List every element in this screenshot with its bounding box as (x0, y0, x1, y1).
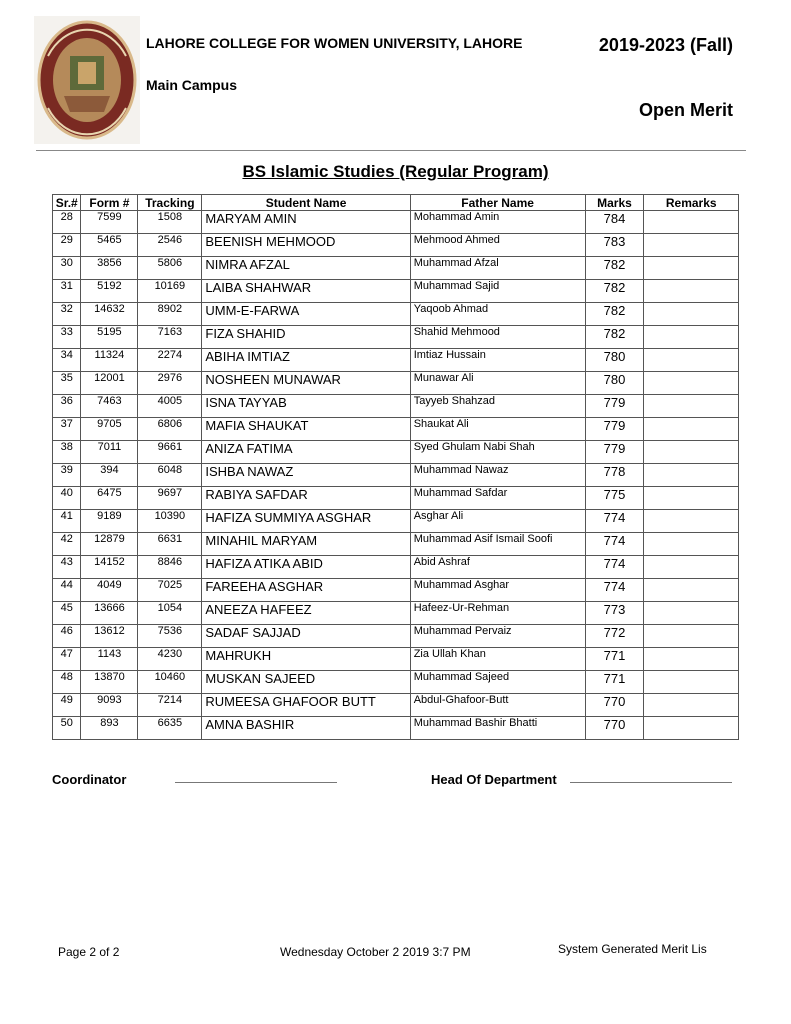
cell-student-name: UMM-E-FARWA (202, 303, 410, 326)
cell-marks: 774 (585, 579, 644, 602)
cell-marks: 771 (585, 671, 644, 694)
hod-signature-line (570, 782, 732, 783)
cell-tracking: 2976 (138, 372, 202, 395)
cell-sr: 41 (53, 510, 81, 533)
column-header-father-name: Father Name (410, 195, 585, 211)
cell-student-name: SADAF SAJJAD (202, 625, 410, 648)
cell-marks: 782 (585, 280, 644, 303)
table-row (53, 602, 739, 625)
cell-student-name: HAFIZA SUMMIYA ASGHAR (202, 510, 410, 533)
column-header-tracking: Tracking (138, 195, 202, 211)
cell-remarks (644, 418, 739, 441)
table-row (53, 326, 739, 349)
cell-marks: 779 (585, 441, 644, 464)
cell-sr: 50 (53, 717, 81, 740)
table-row (53, 487, 739, 510)
cell-remarks (644, 579, 739, 602)
campus-label: Main Campus (146, 77, 238, 93)
cell-remarks (644, 441, 739, 464)
cell-father-name: Muhammad Safdar (410, 487, 585, 510)
cell-form: 7599 (81, 211, 138, 234)
cell-tracking: 7536 (138, 625, 202, 648)
cell-father-name: Mohammad Amin (410, 211, 585, 234)
cell-student-name: FAREEHA ASGHAR (202, 579, 410, 602)
cell-remarks (644, 510, 739, 533)
cell-student-name: ISHBA NAWAZ (202, 464, 410, 487)
cell-form: 394 (81, 464, 138, 487)
program-title: BS Islamic Studies (Regular Program) (242, 162, 549, 181)
cell-remarks (644, 234, 739, 257)
cell-remarks (644, 533, 739, 556)
cell-tracking: 4230 (138, 648, 202, 671)
cell-remarks (644, 326, 739, 349)
cell-form: 12879 (81, 533, 138, 556)
cell-father-name: Muhammad Sajid (410, 280, 585, 303)
cell-remarks (644, 372, 739, 395)
cell-marks: 770 (585, 717, 644, 740)
cell-form: 1143 (81, 648, 138, 671)
cell-father-name: Syed Ghulam Nabi Shah (410, 441, 585, 464)
table-row (53, 694, 739, 717)
cell-father-name: Asghar Ali (410, 510, 585, 533)
cell-marks: 780 (585, 372, 644, 395)
cell-remarks (644, 464, 739, 487)
cell-student-name: MINAHIL MARYAM (202, 533, 410, 556)
cell-tracking: 6048 (138, 464, 202, 487)
column-header-marks: Marks (585, 195, 644, 211)
cell-remarks (644, 556, 739, 579)
cell-marks: 772 (585, 625, 644, 648)
cell-marks: 773 (585, 602, 644, 625)
cell-form: 9189 (81, 510, 138, 533)
table-row (53, 717, 739, 740)
cell-form: 5465 (81, 234, 138, 257)
cell-student-name: MAHRUKH (202, 648, 410, 671)
table-row (53, 257, 739, 280)
cell-tracking: 1508 (138, 211, 202, 234)
merit-type-label: Open Merit (638, 100, 733, 120)
cell-tracking: 5806 (138, 257, 202, 280)
cell-remarks (644, 395, 739, 418)
cell-sr: 28 (53, 211, 81, 234)
cell-form: 6475 (81, 487, 138, 510)
cell-sr: 33 (53, 326, 81, 349)
cell-father-name: Abdul-Ghafoor-Butt (410, 694, 585, 717)
cell-student-name: RABIYA SAFDAR (202, 487, 410, 510)
cell-form: 7463 (81, 395, 138, 418)
cell-sr: 45 (53, 602, 81, 625)
table-row (53, 395, 739, 418)
cell-tracking: 2546 (138, 234, 202, 257)
table-row (53, 625, 739, 648)
cell-marks: 779 (585, 395, 644, 418)
table-row (53, 648, 739, 671)
cell-tracking: 4005 (138, 395, 202, 418)
cell-marks: 774 (585, 510, 644, 533)
cell-form: 4049 (81, 579, 138, 602)
cell-father-name: Muhammad Nawaz (410, 464, 585, 487)
table-row (53, 464, 739, 487)
cell-sr: 40 (53, 487, 81, 510)
coordinator-label: Coordinator (52, 772, 127, 787)
cell-remarks (644, 694, 739, 717)
table-row (53, 418, 739, 441)
cell-form: 11324 (81, 349, 138, 372)
column-header-form: Form # (81, 195, 138, 211)
cell-tracking: 7163 (138, 326, 202, 349)
table-header-row (53, 195, 739, 211)
cell-father-name: Munawar Ali (410, 372, 585, 395)
cell-remarks (644, 602, 739, 625)
cell-marks: 784 (585, 211, 644, 234)
cell-student-name: AMNA BASHIR (202, 717, 410, 740)
cell-form: 13666 (81, 602, 138, 625)
cell-sr: 37 (53, 418, 81, 441)
cell-sr: 32 (53, 303, 81, 326)
cell-father-name: Abid Ashraf (410, 556, 585, 579)
cell-father-name: Muhammad Afzal (410, 257, 585, 280)
cell-student-name: RUMEESA GHAFOOR BUTT (202, 694, 410, 717)
table-row (53, 303, 739, 326)
cell-tracking: 7214 (138, 694, 202, 717)
cell-student-name: ANIZA FATIMA (202, 441, 410, 464)
cell-remarks (644, 303, 739, 326)
cell-student-name: BEENISH MEHMOOD (202, 234, 410, 257)
cell-sr: 49 (53, 694, 81, 717)
cell-form: 3856 (81, 257, 138, 280)
cell-student-name: HAFIZA ATIKA ABID (202, 556, 410, 579)
cell-remarks (644, 487, 739, 510)
cell-tracking: 9697 (138, 487, 202, 510)
cell-tracking: 2274 (138, 349, 202, 372)
cell-sr: 44 (53, 579, 81, 602)
column-header-student-name: Student Name (202, 195, 410, 211)
cell-tracking: 6806 (138, 418, 202, 441)
cell-form: 12001 (81, 372, 138, 395)
table-row (53, 556, 739, 579)
cell-remarks (644, 349, 739, 372)
table-row (53, 349, 739, 372)
column-header-sr: Sr.# (53, 195, 81, 211)
cell-father-name: Muhammad Sajeed (410, 671, 585, 694)
cell-form: 5192 (81, 280, 138, 303)
cell-sr: 47 (53, 648, 81, 671)
cell-tracking: 10390 (138, 510, 202, 533)
cell-tracking: 10460 (138, 671, 202, 694)
cell-sr: 43 (53, 556, 81, 579)
cell-student-name: ANEEZA HAFEEZ (202, 602, 410, 625)
cell-marks: 770 (585, 694, 644, 717)
cell-student-name: MAFIA SHAUKAT (202, 418, 410, 441)
coordinator-signature-line (175, 782, 337, 783)
cell-form: 13612 (81, 625, 138, 648)
cell-form: 5195 (81, 326, 138, 349)
cell-student-name: ABIHA IMTIAZ (202, 349, 410, 372)
cell-sr: 34 (53, 349, 81, 372)
session-label: 2019-2023 (Fall) (598, 35, 733, 55)
table-row (53, 441, 739, 464)
cell-sr: 48 (53, 671, 81, 694)
cell-tracking: 1054 (138, 602, 202, 625)
cell-sr: 42 (53, 533, 81, 556)
cell-form: 13870 (81, 671, 138, 694)
cell-father-name: Hafeez-Ur-Rehman (410, 602, 585, 625)
merit-list-table (52, 194, 739, 740)
table-row (53, 280, 739, 303)
cell-father-name: Yaqoob Ahmad (410, 303, 585, 326)
hod-label: Head Of Department (431, 772, 557, 787)
cell-sr: 36 (53, 395, 81, 418)
cell-remarks (644, 257, 739, 280)
cell-tracking: 9661 (138, 441, 202, 464)
cell-marks: 782 (585, 303, 644, 326)
cell-remarks (644, 671, 739, 694)
cell-father-name: Muhammad Bashir Bhatti (410, 717, 585, 740)
cell-form: 893 (81, 717, 138, 740)
cell-form: 9705 (81, 418, 138, 441)
table-row (53, 671, 739, 694)
cell-remarks (644, 648, 739, 671)
cell-father-name: Tayyeb Shahzad (410, 395, 585, 418)
cell-remarks (644, 717, 739, 740)
cell-remarks (644, 211, 739, 234)
page-number: Page 2 of 2 (58, 945, 120, 959)
table-row (53, 579, 739, 602)
cell-marks: 774 (585, 533, 644, 556)
cell-father-name: Imtiaz Hussain (410, 349, 585, 372)
cell-sr: 30 (53, 257, 81, 280)
cell-father-name: Muhammad Pervaiz (410, 625, 585, 648)
header-divider (36, 150, 746, 151)
cell-marks: 779 (585, 418, 644, 441)
cell-tracking: 8846 (138, 556, 202, 579)
cell-marks: 780 (585, 349, 644, 372)
cell-form: 14632 (81, 303, 138, 326)
cell-student-name: ISNA TAYYAB (202, 395, 410, 418)
university-logo (34, 16, 140, 144)
system-generated-note: System Generated Merit Lis (558, 942, 707, 956)
table-row (53, 533, 739, 556)
cell-marks: 775 (585, 487, 644, 510)
column-header-remarks: Remarks (644, 195, 739, 211)
cell-student-name: MUSKAN SAJEED (202, 671, 410, 694)
cell-father-name: Shaukat Ali (410, 418, 585, 441)
table-row (53, 234, 739, 257)
cell-sr: 35 (53, 372, 81, 395)
cell-father-name: Muhammad Asif Ismail Soofi (410, 533, 585, 556)
cell-form: 14152 (81, 556, 138, 579)
cell-marks: 782 (585, 326, 644, 349)
table-row (53, 211, 739, 234)
university-name: LAHORE COLLEGE FOR WOMEN UNIVERSITY, LAHORE (146, 35, 523, 51)
cell-father-name: Zia Ullah Khan (410, 648, 585, 671)
cell-sr: 31 (53, 280, 81, 303)
cell-student-name: NOSHEEN MUNAWAR (202, 372, 410, 395)
cell-sr: 46 (53, 625, 81, 648)
cell-sr: 29 (53, 234, 81, 257)
table-row (53, 510, 739, 533)
cell-tracking: 10169 (138, 280, 202, 303)
cell-student-name: MARYAM AMIN (202, 211, 410, 234)
cell-tracking: 6635 (138, 717, 202, 740)
cell-tracking: 6631 (138, 533, 202, 556)
cell-marks: 771 (585, 648, 644, 671)
cell-form: 9093 (81, 694, 138, 717)
cell-student-name: FIZA SHAHID (202, 326, 410, 349)
cell-marks: 774 (585, 556, 644, 579)
cell-father-name: Muhammad Asghar (410, 579, 585, 602)
table-row (53, 372, 739, 395)
cell-sr: 39 (53, 464, 81, 487)
generated-datetime: Wednesday October 2 2019 3:7 PM (280, 945, 471, 959)
cell-tracking: 8902 (138, 303, 202, 326)
cell-student-name: NIMRA AFZAL (202, 257, 410, 280)
cell-student-name: LAIBA SHAHWAR (202, 280, 410, 303)
cell-marks: 783 (585, 234, 644, 257)
cell-father-name: Mehmood Ahmed (410, 234, 585, 257)
cell-father-name: Shahid Mehmood (410, 326, 585, 349)
cell-marks: 778 (585, 464, 644, 487)
cell-remarks (644, 625, 739, 648)
cell-tracking: 7025 (138, 579, 202, 602)
cell-remarks (644, 280, 739, 303)
cell-form: 7011 (81, 441, 138, 464)
cell-marks: 782 (585, 257, 644, 280)
cell-sr: 38 (53, 441, 81, 464)
